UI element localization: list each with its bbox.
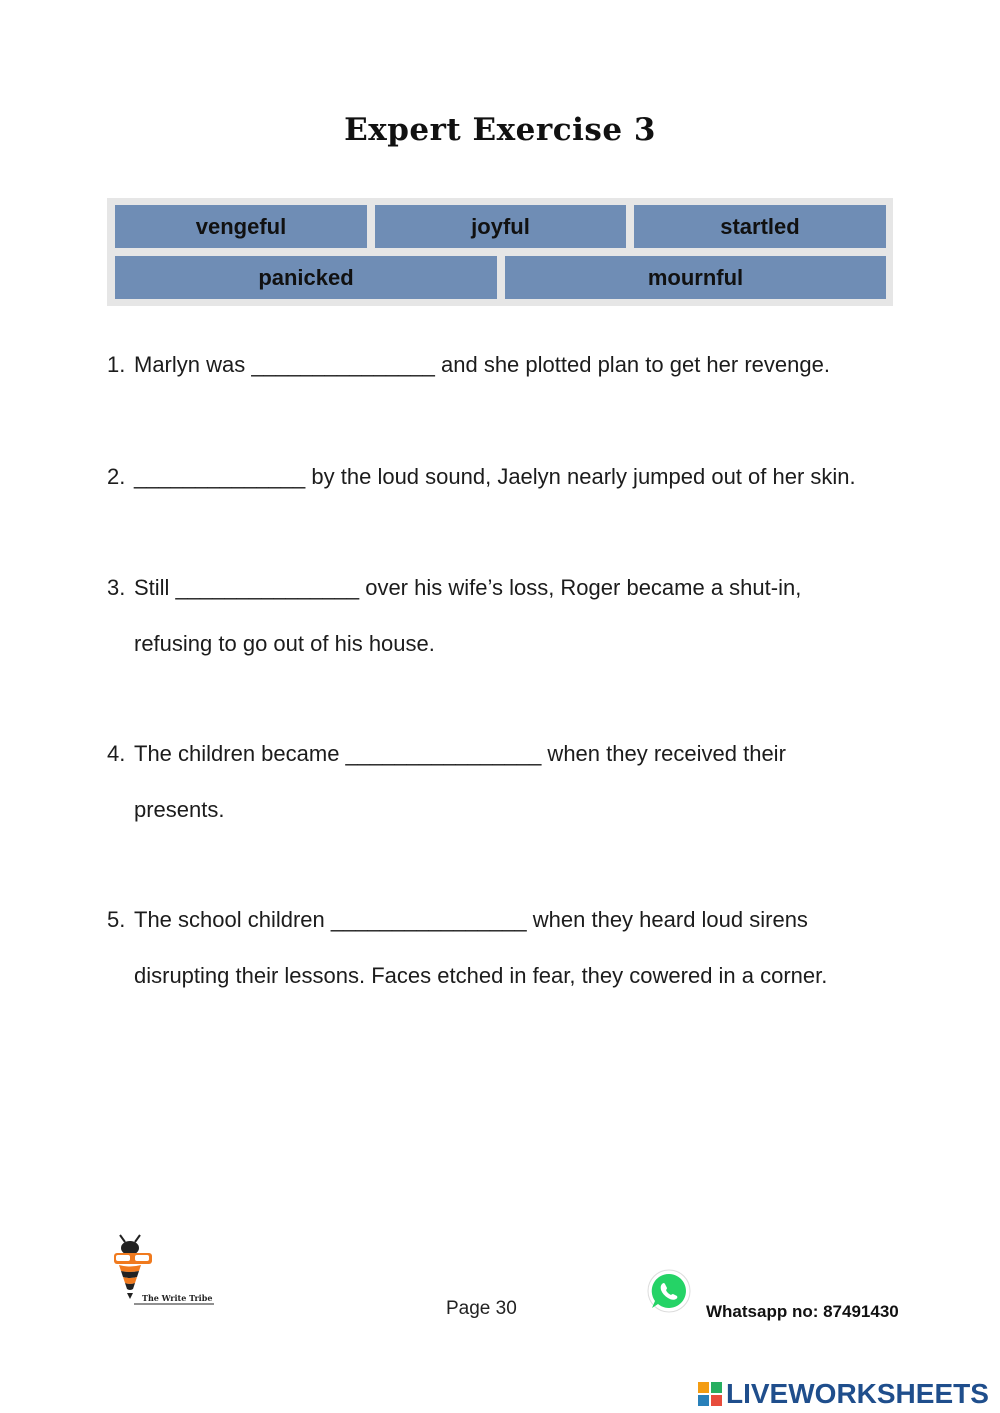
question-text-continued: disrupting their lessons. Faces etched in fear, they cowered in a corner. [134, 963, 828, 988]
question-number: 5. [107, 907, 126, 932]
write-tribe-logo [108, 1234, 216, 1308]
bee-icon [108, 1234, 216, 1308]
word-bank-item[interactable]: panicked [115, 256, 497, 299]
question-1 [107, 352, 830, 378]
word-bank [107, 198, 893, 306]
word-bank-item[interactable]: mournful [505, 256, 886, 299]
question-text-continued: presents. [134, 797, 225, 822]
question-number: 1. [107, 352, 126, 377]
question-3 [107, 575, 802, 656]
question-4 [107, 741, 786, 822]
question-text: The children became ________________ when they received their [134, 741, 786, 766]
question-text: Still _______________ over his wife’s loss, Roger became a shut-in, [134, 575, 802, 600]
word-bank-item[interactable]: joyful [375, 205, 626, 248]
whatsapp-number: Whatsapp no: 87491430 [706, 1302, 899, 1321]
whatsapp-icon [645, 1267, 693, 1315]
question-text-continued: refusing to go out of his house. [134, 631, 435, 656]
liveworksheets-watermark [698, 1377, 989, 1411]
question-number: 4. [107, 741, 126, 766]
word-bank-item[interactable]: vengeful [115, 205, 367, 248]
question-text: Marlyn was _______________ and she plotted plan to get her revenge. [134, 352, 830, 377]
question-5 [107, 907, 828, 988]
question-number: 2. [107, 464, 126, 489]
liveworksheets-brand: LIVEWORKSHEETS [726, 1378, 989, 1409]
page-number: Page 30 [446, 1298, 517, 1319]
liveworksheets-logo-icon [698, 1382, 722, 1406]
question-text: ______________ by the loud sound, Jaelyn nearly jumped out of her skin. [134, 464, 856, 489]
page-title: Expert Exercise 3 [344, 112, 656, 148]
svg-text:The Write Tribe: The Write Tribe [142, 1293, 213, 1303]
question-number: 3. [107, 575, 126, 600]
word-bank-item[interactable]: startled [634, 205, 886, 248]
question-text: The school children ________________ when they heard loud sirens [134, 907, 808, 932]
question-2 [107, 464, 856, 490]
